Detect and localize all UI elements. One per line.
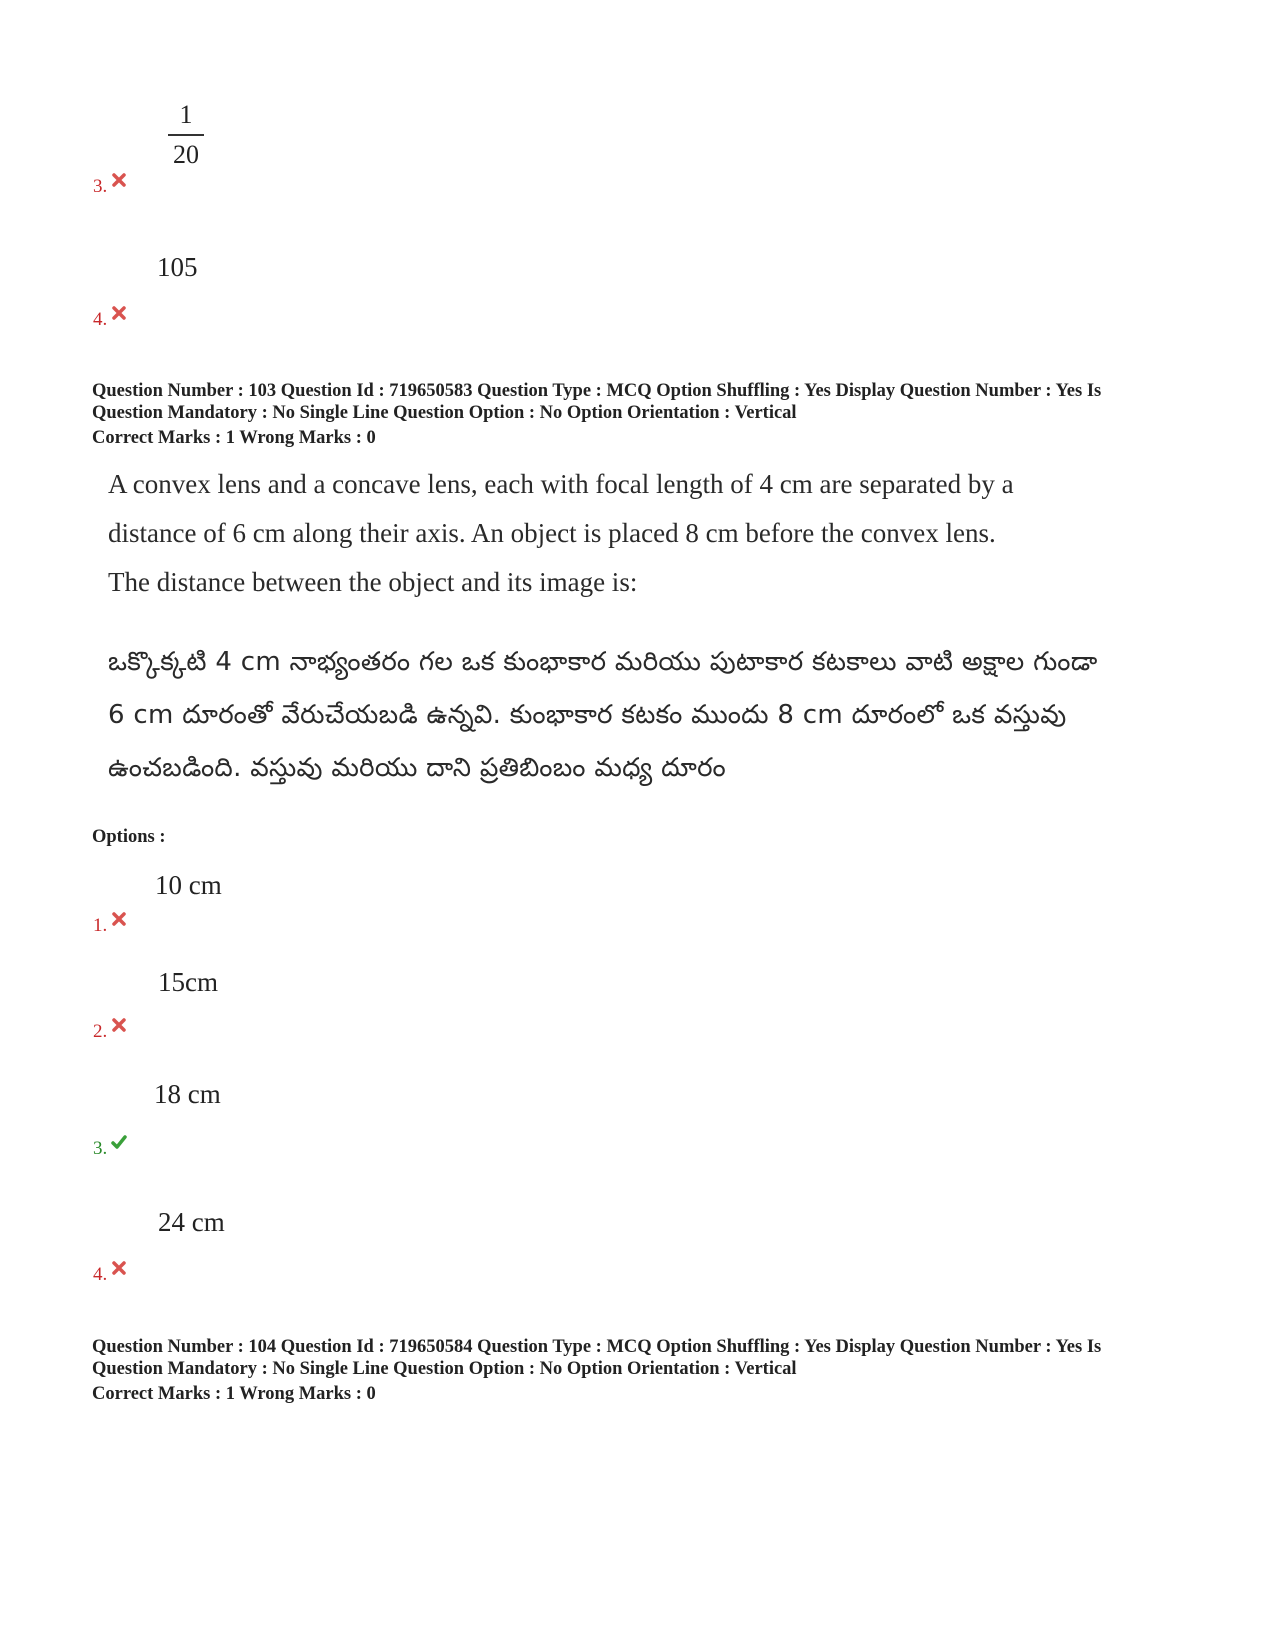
telugu-line-3: ఉంచబడింది. వస్తువు మరియు దాని ప్రతిబింబం మధ్య దూరం [108, 753, 726, 783]
option-number: 4. [93, 309, 108, 330]
option-number: 3. [93, 176, 108, 197]
option-1-label [93, 915, 127, 937]
meta-line-1: Question Number : 104 Question Id : 719650584 Question Type : MCQ Option Shuffling : Yes Display Question Number : Yes Is [92, 1337, 1102, 1357]
telugu-line-2: 6 cm దూరంతో వేరుచేయబడి ఉన్నవి. కుంభాకార కటకం ముందు 8 cm దూరంలో ఒక వస్తువు [108, 700, 1067, 730]
prev-option-3-label [93, 176, 127, 198]
question-103-meta [92, 380, 1192, 424]
prev-option-4-label [93, 309, 127, 331]
prev-option-4-value: 105 [157, 252, 198, 282]
question-103-text-english [108, 460, 1108, 607]
english-line-1: A convex lens and a concave lens, each with focal length of 4 cm are separated by a [108, 469, 1014, 499]
meta-line-1: Question Number : 103 Question Id : 719650583 Question Type : MCQ Option Shuffling : Yes Display Question Number : Yes Is [92, 381, 1102, 401]
option-number: 4. [93, 1264, 108, 1285]
question-104-meta [92, 1336, 1192, 1380]
option-number: 1. [93, 915, 108, 936]
wrong-cross-icon [111, 305, 127, 321]
fraction-numerator: 1 [179, 100, 193, 129]
meta-line-2: Question Mandatory : No Single Line Question Option : No Option Orientation : Vertical [92, 1359, 797, 1379]
option-3-value: 18 cm [154, 1079, 221, 1109]
fraction-denominator: 20 [173, 140, 199, 169]
telugu-line-1: ఒక్కొక్కటి 4 cm నాభ్యంతరం గల ఒక కుంభాకార మరియు పుటాకార కటకాలు వాటి అక్షాల గుండా [108, 647, 1098, 677]
question-104-marks: Correct Marks : 1 Wrong Marks : 0 [92, 1384, 376, 1404]
fraction-bar [168, 134, 204, 136]
option-4-value: 24 cm [158, 1207, 225, 1237]
wrong-cross-icon [111, 1260, 127, 1276]
option-2-value: 15cm [158, 967, 218, 997]
english-line-3: The distance between the object and its image is: [108, 567, 638, 597]
wrong-cross-icon [111, 911, 127, 927]
question-103-marks: Correct Marks : 1 Wrong Marks : 0 [92, 428, 376, 448]
english-line-2: distance of 6 cm along their axis. An object is placed 8 cm before the convex lens. [108, 518, 996, 548]
correct-check-icon [111, 1134, 127, 1150]
option-4-label [93, 1264, 127, 1286]
meta-line-2: Question Mandatory : No Single Line Question Option : No Option Orientation : Vertical [92, 403, 797, 423]
option-3-label [93, 1138, 127, 1160]
wrong-cross-icon [111, 172, 127, 188]
option-2-label [93, 1021, 127, 1043]
option-number: 3. [93, 1138, 108, 1159]
options-label: Options : [92, 827, 166, 847]
question-103-text-telugu [108, 636, 1108, 795]
option-1-value: 10 cm [155, 870, 222, 900]
option-number: 2. [93, 1021, 108, 1042]
wrong-cross-icon [111, 1017, 127, 1033]
prev-option-3-fraction [166, 98, 206, 172]
